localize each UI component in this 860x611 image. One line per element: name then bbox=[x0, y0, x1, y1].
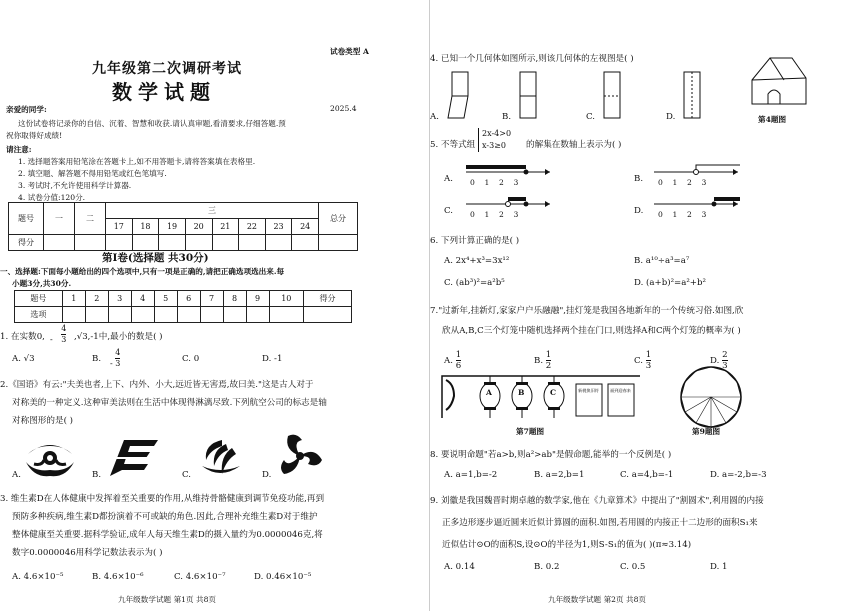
q7-d-num: 2 bbox=[722, 350, 728, 360]
answer-cell[interactable] bbox=[177, 307, 200, 323]
q5-label-b: B. bbox=[634, 174, 644, 184]
score-num: 20 bbox=[185, 219, 212, 235]
section-1-title: 第Ⅰ卷(选择题 共30分) bbox=[102, 252, 209, 264]
couplet-sign-1: 新桃换旧符 bbox=[578, 388, 599, 393]
q7-option-a bbox=[444, 350, 461, 371]
q6-option-c: C. (ab³)²=a²b⁵ bbox=[444, 278, 505, 288]
q5-label-d: D. bbox=[634, 206, 644, 216]
q7-a-num: 1 bbox=[455, 350, 462, 360]
answer-num: 9 bbox=[246, 291, 269, 307]
note-1: 1. 选择题答案用铅笔涂在答题卡上,如不用答题卡,请将答案填在表格里. bbox=[18, 157, 256, 166]
score-table-total: 总分 bbox=[319, 203, 358, 235]
score-num: 17 bbox=[106, 219, 133, 235]
answer-num: 1 bbox=[62, 291, 85, 307]
q5-ticks-c bbox=[470, 210, 518, 219]
q4-label-a: A. bbox=[430, 112, 439, 122]
score-cell[interactable] bbox=[106, 235, 133, 251]
score-num: 19 bbox=[159, 219, 186, 235]
lantern-label-c: C bbox=[550, 388, 557, 397]
q7-opt-label: C. bbox=[634, 356, 644, 366]
q8-option-d: D. a=-2,b=-3 bbox=[710, 470, 767, 480]
answer-cell[interactable] bbox=[304, 307, 352, 323]
q5-ineq-2: x-3≥0 bbox=[482, 141, 506, 150]
q6-option-a: A. 2x⁴+x³=3x¹² bbox=[444, 256, 510, 266]
page-2-footer: 九年级数学试题 第2页 共8页 bbox=[548, 595, 647, 604]
q9-option-b: B. 0.2 bbox=[534, 562, 560, 572]
q6-option-b: B. a¹⁰÷a³=a⁷ bbox=[634, 256, 690, 266]
section-1-desc-1: 一、选择题:下面每小题给出的四个选项中,只有一项是正确的,请把正确选项选出来.每 bbox=[0, 267, 285, 276]
answer-row-label: 选项 bbox=[15, 307, 63, 323]
q4-option-d-shape bbox=[680, 68, 704, 122]
q7-line-2: 欣从A,B,C三个灯笼中随机选择两个挂在门口,则选择A和C两个灯笼的概率为( ) bbox=[442, 326, 741, 336]
q5-label-a: A. bbox=[444, 174, 453, 184]
score-num: 24 bbox=[292, 219, 319, 235]
answer-num: 2 bbox=[85, 291, 108, 307]
tick-label: 1 bbox=[672, 210, 678, 219]
tick-label: 3 bbox=[701, 210, 707, 219]
paper-type: 试卷类型 A bbox=[330, 47, 369, 56]
q1-fraction: - $\frac{4}{3}$ bbox=[50, 324, 67, 344]
q6-option-d: D. (a+b)²=a²+b² bbox=[634, 278, 706, 288]
score-cell[interactable] bbox=[239, 235, 266, 251]
q4-figure-caption: 第4题图 bbox=[758, 115, 787, 124]
q3-line-2: 预防多种疾病,维生素D都扮演着不可或缺的角色.因此,合理补充维生素D对于维护 bbox=[12, 512, 318, 522]
answer-header: 题号 bbox=[15, 291, 63, 307]
exam-date: 2025.4 bbox=[330, 104, 357, 113]
section-1-desc-2: 小题3分,共30分. bbox=[12, 279, 72, 288]
q5-stem-a: 5. 不等式组 bbox=[430, 140, 476, 150]
q1-stem-b: ,√3,-1中,最小的数是( ) bbox=[74, 332, 163, 342]
q5-ticks-b bbox=[658, 178, 706, 187]
note-3: 3. 考试时,不允许使用科学计算器. bbox=[18, 181, 132, 190]
answer-cell[interactable] bbox=[85, 307, 108, 323]
q1-option-b-fraction: - $\frac{4}{3}$ bbox=[110, 348, 121, 368]
score-cell[interactable] bbox=[159, 235, 186, 251]
score-table-col-2: 二 bbox=[75, 203, 106, 235]
q2-label-a: A. bbox=[12, 470, 21, 480]
spoke-line bbox=[685, 397, 711, 412]
score-table-header: 题号 bbox=[9, 203, 44, 235]
q2-label-d: D. bbox=[262, 470, 272, 480]
q2-label-c: C. bbox=[182, 470, 192, 480]
q2-line-1: 2.《国语》有云:"夫美也者,上下、内外、小大,远近皆无害焉,故曰美."这是古人对于 bbox=[0, 380, 314, 390]
q7-c-den: 3 bbox=[645, 361, 652, 371]
q4-option-a-shape bbox=[446, 68, 476, 122]
q8-option-c: C. a=4,b=-1 bbox=[620, 470, 674, 480]
notes-heading: 请注意: bbox=[6, 145, 32, 154]
q3-option-b: B. 4.6×10⁻⁶ bbox=[92, 572, 144, 582]
score-table-col-3: 三 bbox=[106, 203, 319, 219]
tick-label: 3 bbox=[513, 178, 519, 187]
q9-option-c: C. 0.5 bbox=[620, 562, 646, 572]
tick-label: 3 bbox=[701, 178, 707, 187]
q5-system bbox=[478, 128, 511, 152]
subject-title: 数学试题 bbox=[112, 80, 216, 104]
q1-option-c: C. 0 bbox=[182, 354, 200, 364]
q6-stem: 6. 下列计算正确的是( ) bbox=[430, 236, 520, 246]
q7-c-num: 1 bbox=[645, 350, 652, 360]
answer-cell[interactable] bbox=[246, 307, 269, 323]
answer-cell[interactable] bbox=[131, 307, 154, 323]
q4-label-b: B. bbox=[502, 112, 512, 122]
spoke-line bbox=[711, 397, 737, 412]
answer-num: 4 bbox=[131, 291, 154, 307]
spoke-line bbox=[696, 397, 711, 423]
score-row-label: 得分 bbox=[9, 235, 44, 251]
q1-frac-den: 3 bbox=[61, 335, 67, 344]
fig9-caption: 第9题图 bbox=[692, 427, 721, 436]
q9-line-2: 正多边形逐步逼近圆来近似计算圆的面积.如图,若用圆的内接正十二边形的面积S₁来 bbox=[442, 518, 758, 528]
tick-label: 2 bbox=[687, 178, 692, 187]
score-num: 22 bbox=[239, 219, 266, 235]
q9-line-3: 近似估计⊙O的面积S,设⊙O的半径为1,则S-S₁的值为( )(π≈3.14) bbox=[442, 540, 692, 550]
q5-stem-b: 的解集在数轴上表示为( ) bbox=[526, 140, 622, 150]
score-cell[interactable] bbox=[265, 235, 292, 251]
q9-option-d: D. 1 bbox=[710, 562, 728, 572]
q7-lanterns-figure bbox=[440, 370, 650, 422]
q8-option-a: A. a=1,b=-2 bbox=[444, 470, 498, 480]
logo-a-icon bbox=[24, 436, 76, 480]
lantern-label-a: A bbox=[486, 388, 492, 397]
q7-option-c bbox=[634, 350, 651, 371]
tick-label: 2 bbox=[687, 210, 692, 219]
answer-cell[interactable] bbox=[269, 307, 304, 323]
spokes bbox=[681, 397, 741, 427]
answer-num: 6 bbox=[177, 291, 200, 307]
intro-line-1: 这份试卷将记录你的自信、沉着、智慧和收获.请认真审题,看清要求,仔细答题.预 bbox=[18, 119, 286, 128]
q1-frac-num: 4 bbox=[61, 324, 67, 333]
answer-num: 8 bbox=[223, 291, 246, 307]
q3-option-d: D. 0.46×10⁻⁵ bbox=[254, 572, 312, 582]
q1-b-num: 4 bbox=[115, 348, 121, 357]
q5-label-c: C. bbox=[444, 206, 454, 216]
tick-label: 2 bbox=[499, 210, 504, 219]
score-num: 21 bbox=[212, 219, 239, 235]
answer-num: 7 bbox=[200, 291, 223, 307]
q1-b-den: 3 bbox=[115, 359, 121, 368]
intro-line-2: 祝你取得好成绩! bbox=[6, 131, 63, 140]
spoke-line bbox=[711, 397, 726, 423]
score-table-col-1: 一 bbox=[44, 203, 75, 235]
q7-b-den: 2 bbox=[545, 361, 552, 371]
q1-option-b-label: B. bbox=[92, 354, 102, 364]
q5-ineq-1: 2x-4>0 bbox=[482, 129, 512, 138]
logo-b-icon bbox=[104, 436, 160, 480]
score-cell[interactable] bbox=[292, 235, 319, 251]
q4-label-d: D. bbox=[666, 112, 676, 122]
score-cell[interactable] bbox=[75, 235, 106, 251]
note-4: 4. 试卷分值:120分. bbox=[18, 193, 86, 202]
tick-label: 1 bbox=[672, 178, 678, 187]
fig7-caption: 第7题图 bbox=[516, 427, 545, 436]
q4-option-c-shape bbox=[600, 68, 624, 122]
note-2: 2. 填空题、解答题不得用铅笔或红色笔填写. bbox=[18, 169, 167, 178]
tick-label: 3 bbox=[513, 210, 519, 219]
score-cell[interactable] bbox=[185, 235, 212, 251]
q9-line-1: 9. 刘徽是我国魏晋时期卓越的数学家,他在《九章算术》中提出了"割圆术",利用圆的内接 bbox=[430, 496, 764, 506]
answer-cell[interactable] bbox=[223, 307, 246, 323]
q1-option-d: D. -1 bbox=[262, 354, 283, 364]
q8-option-b: B. a=2,b=1 bbox=[534, 470, 585, 480]
score-cell[interactable] bbox=[44, 235, 75, 251]
tick-label: 1 bbox=[484, 210, 490, 219]
tick-label: 0 bbox=[470, 210, 475, 219]
q7-b-num: 1 bbox=[545, 350, 552, 360]
q7-line-1: 7."过新年,挂新灯,家家户户乐融融",挂灯笼是我国各地新年的一个传统习俗.如图,欣 bbox=[430, 306, 744, 316]
q8-stem: 8. 要说明命题"若a>b,则a²>ab"是假命题,能举的一个反例是( ) bbox=[430, 450, 672, 460]
lantern-label-b: B bbox=[518, 388, 525, 397]
score-table bbox=[8, 202, 358, 251]
couplet-sign-2: 福到迎春来 bbox=[610, 388, 631, 393]
score-num: 18 bbox=[132, 219, 159, 235]
answer-num: 10 bbox=[269, 291, 304, 307]
q5-ticks-a bbox=[470, 178, 518, 187]
q3-line-4: 数字0.0000046用科学记数法表示为( ) bbox=[12, 548, 163, 558]
q7-opt-label: A. bbox=[444, 356, 453, 366]
q5-ticks-d bbox=[658, 210, 706, 219]
exam-title: 九年级第二次调研考试 bbox=[92, 61, 242, 77]
q4-solid-figure bbox=[748, 52, 810, 108]
page-2 bbox=[430, 0, 860, 611]
q9-circle-figure bbox=[678, 364, 744, 430]
q4-stem: 4. 已知一个几何体如图所示,则该几何体的左视图是( ) bbox=[430, 54, 634, 64]
q7-d-den: 3 bbox=[722, 361, 728, 371]
q2-label-b: B. bbox=[92, 470, 102, 480]
q3-option-a: A. 4.6×10⁻⁵ bbox=[12, 572, 64, 582]
tick-label: 2 bbox=[499, 178, 504, 187]
answer-num: 5 bbox=[154, 291, 177, 307]
q4-option-b-shape bbox=[516, 68, 540, 122]
score-cell[interactable] bbox=[319, 235, 358, 251]
answer-cell[interactable] bbox=[200, 307, 223, 323]
q7-opt-label: D. bbox=[710, 356, 720, 366]
answer-cell[interactable] bbox=[108, 307, 131, 323]
score-cell[interactable] bbox=[212, 235, 239, 251]
score-num: 23 bbox=[265, 219, 292, 235]
q7-opt-label: B. bbox=[534, 356, 544, 366]
q1-stem-a: 1. 在实数0, bbox=[0, 332, 45, 342]
answer-cell[interactable] bbox=[62, 307, 85, 323]
tick-label: 0 bbox=[658, 210, 663, 219]
q7-a-den: 6 bbox=[455, 361, 462, 371]
tick-label: 1 bbox=[484, 178, 490, 187]
q7-option-b bbox=[534, 350, 551, 371]
q4-label-c: C. bbox=[586, 112, 596, 122]
greeting: 亲爱的同学: bbox=[6, 105, 47, 114]
answer-cell[interactable] bbox=[154, 307, 177, 323]
page-1-footer: 九年级数学试题 第1页 共8页 bbox=[118, 595, 217, 604]
tick-label: 0 bbox=[470, 178, 475, 187]
q9-option-a: A. 0.14 bbox=[444, 562, 475, 572]
q2-line-3: 对称图形的是( ) bbox=[12, 416, 73, 426]
logo-c-icon bbox=[196, 436, 246, 480]
answer-table bbox=[14, 290, 352, 323]
tick-label: 0 bbox=[658, 178, 663, 187]
score-cell[interactable] bbox=[132, 235, 159, 251]
logo-d-icon bbox=[274, 430, 326, 482]
q3-option-c: C. 4.6×10⁻⁷ bbox=[174, 572, 226, 582]
answer-num: 3 bbox=[108, 291, 131, 307]
q3-line-3: 整体健康至关重要.据科学验证,成年人每天维生素D的摄入量约为0.0000046克,将 bbox=[12, 530, 323, 540]
q1-option-a: A. √3 bbox=[12, 354, 35, 364]
q2-line-2: 对称美的一种定义.这种审美法则在生活中体现得淋漓尽致.下列航空公司的标志是轴 bbox=[12, 398, 327, 408]
q3-line-1: 3. 维生素D在人体健康中发挥着至关重要的作用,从维持骨骼健康到调节免疫功能,再到 bbox=[0, 494, 325, 504]
answer-score: 得分 bbox=[304, 291, 352, 307]
